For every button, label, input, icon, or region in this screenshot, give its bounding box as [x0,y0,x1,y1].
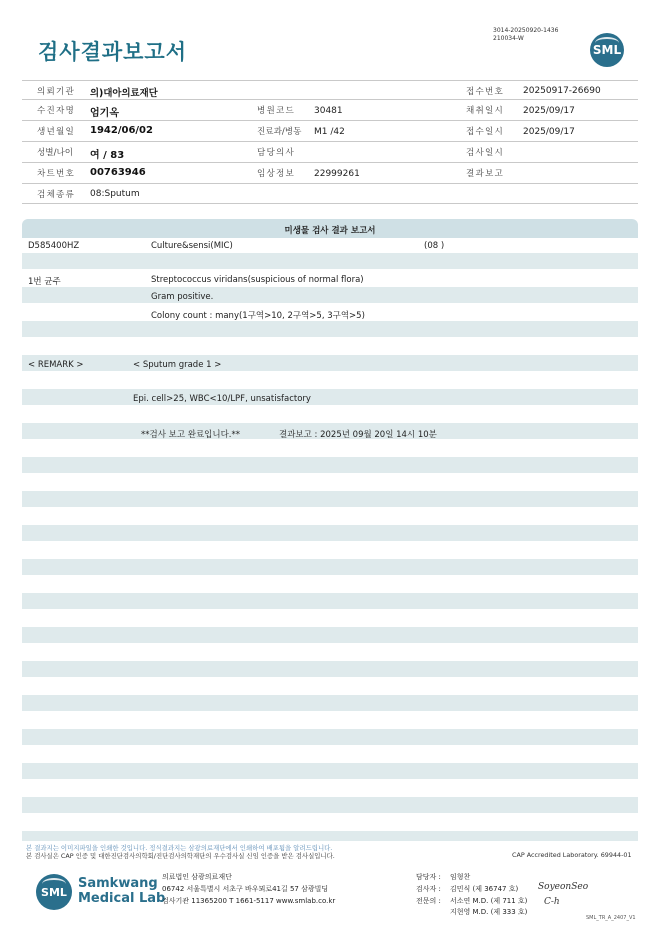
dept-label: 진료과/병동 [257,127,302,137]
organism-name: Streptococcus viridans(suspicious of normal flora) [151,275,364,285]
stripe-band [22,525,638,541]
manager-value: 임형찬 [450,873,471,881]
stripe-band [22,253,638,269]
test-suffix: (08 ) [424,241,445,251]
colony-count: Colony count : many(1구역>10, 2구역>5, 3구역>5) [151,311,365,321]
signature-2: C-h [544,897,560,907]
remark-detail: Epi. cell>25, WBC<10/LPF, unsatisfactory [133,394,311,404]
patient-name-value: 엄기옥 [90,108,119,119]
document-id [493,27,558,43]
document-id-line2: 210034-W [493,35,524,42]
stripe-band [22,355,638,371]
doctor-label: 담당의사 [257,148,296,158]
specialist-label: 전문의 : [416,897,441,905]
result-section-title: 미생물 검사 결과 보고서 [284,226,376,236]
collect-date-label: 채취일시 [466,106,505,116]
manager-label: 담당자 : [416,873,441,881]
divider [22,183,638,184]
dept-value: M1 /42 [314,127,345,137]
page-title: 검사결과보고서 [38,40,188,64]
brand-name-line1: Samkwang [78,876,158,891]
receipt-no-value: 20250917-26690 [523,86,601,96]
specimen-value: 08:Sputum [90,189,140,199]
divider [22,80,638,81]
specialist1-value: 서소연 M.D. (제 711 호) [450,897,528,905]
accreditation-notice: 본 검사실은 CAP 인증 및 대한진단검사의학회/진단검사의학재단의 우수검사실 신임 인증을 받은 검사실입니다. [26,852,335,860]
stripe-band [22,797,638,813]
cap-accreditation: CAP Accredited Laboratory. 69944-01 [512,851,632,859]
chart-no-value: 00763946 [90,167,146,178]
brand-logo [36,874,72,910]
corp-name: 의료법인 삼광의료재단 [162,873,232,881]
specialist2-value: 지현영 M.D. (제 333 호) [450,908,528,916]
birth-value: 1942/06/02 [90,125,153,136]
stripe-band [22,389,638,405]
hospital-code-label: 병원코드 [257,106,296,116]
gram-stain: Gram positive. [151,292,214,302]
stripe-band [22,627,638,643]
corp-address: 06742 서울특별시 서초구 바우뫼로41길 57 삼광빌딩 [162,885,329,893]
birth-label: 생년월일 [37,127,76,137]
divider [22,120,638,121]
tester-label: 검사자 : [416,885,441,893]
clinical-info-label: 임상정보 [257,169,296,179]
sml-logo [590,33,624,67]
corp-contact: 검사기관 11365200 T 1661-5117 www.smlab.co.kr [162,897,336,905]
stripe-band [22,661,638,677]
divider [22,141,638,142]
signature-1: SoyeonSeo [538,882,589,892]
stripe-band [22,593,638,609]
divider [22,162,638,163]
divider [22,99,638,100]
stripe-band [22,695,638,711]
form-code: SML_TR_A_2407_V1 [586,915,636,921]
sml-logo-text: SML [592,43,622,57]
receipt-no-label: 접수번호 [466,87,505,97]
stripe-band [22,457,638,473]
stripe-band [22,831,638,841]
stripe-band [22,559,638,575]
report-time: 결과보고 : 2025년 09월 20일 14시 10분 [279,430,437,440]
divider [22,203,638,204]
test-name: Culture&sensi(MIC) [151,241,233,251]
print-notice: 본 결과지는 이미지파일을 인쇄한 것입니다. 정식결과지는 삼광의료재단에서 인쇄하여 배포됨을 알려드립니다. [26,844,333,852]
sex-age-label: 성별/나이 [37,148,74,158]
stripe-band [22,763,638,779]
receipt-date-label: 접수일시 [466,127,505,137]
stripe-band [22,729,638,745]
receipt-date-value: 2025/09/17 [523,127,575,137]
stripe-band [22,287,638,303]
institution-value: 의)대아의료재단 [90,88,158,99]
institution-label: 의뢰기관 [37,87,76,97]
collect-date-value: 2025/09/17 [523,106,575,116]
test-code: D585400HZ [28,241,80,251]
stripe-band [22,321,638,337]
brand-name-line2: Medical Lab [78,891,166,906]
remark-value: < Sputum grade 1 > [133,360,222,370]
stripe-band [22,491,638,507]
report-complete-note: **검사 보고 완료입니다.** [141,430,241,440]
clinical-info-value: 22999261 [314,169,360,179]
document-id-line1: 3014-20250920-1436 [493,27,559,34]
patient-name-label: 수진자명 [37,106,76,116]
remark-label: < REMARK > [28,360,84,370]
tester-value: 김민식 (제 36747 호) [450,885,519,893]
chart-no-label: 차트번호 [37,169,76,179]
hospital-code-value: 30481 [314,106,343,116]
report-label: 결과보고 [466,169,505,179]
brand-logo-text: SML [41,886,67,899]
organism-label: 1번 균주 [28,277,61,287]
sex-age-value: 여 / 83 [90,150,125,161]
specimen-label: 검체종류 [37,190,76,200]
test-date-label: 검사일시 [466,148,505,158]
